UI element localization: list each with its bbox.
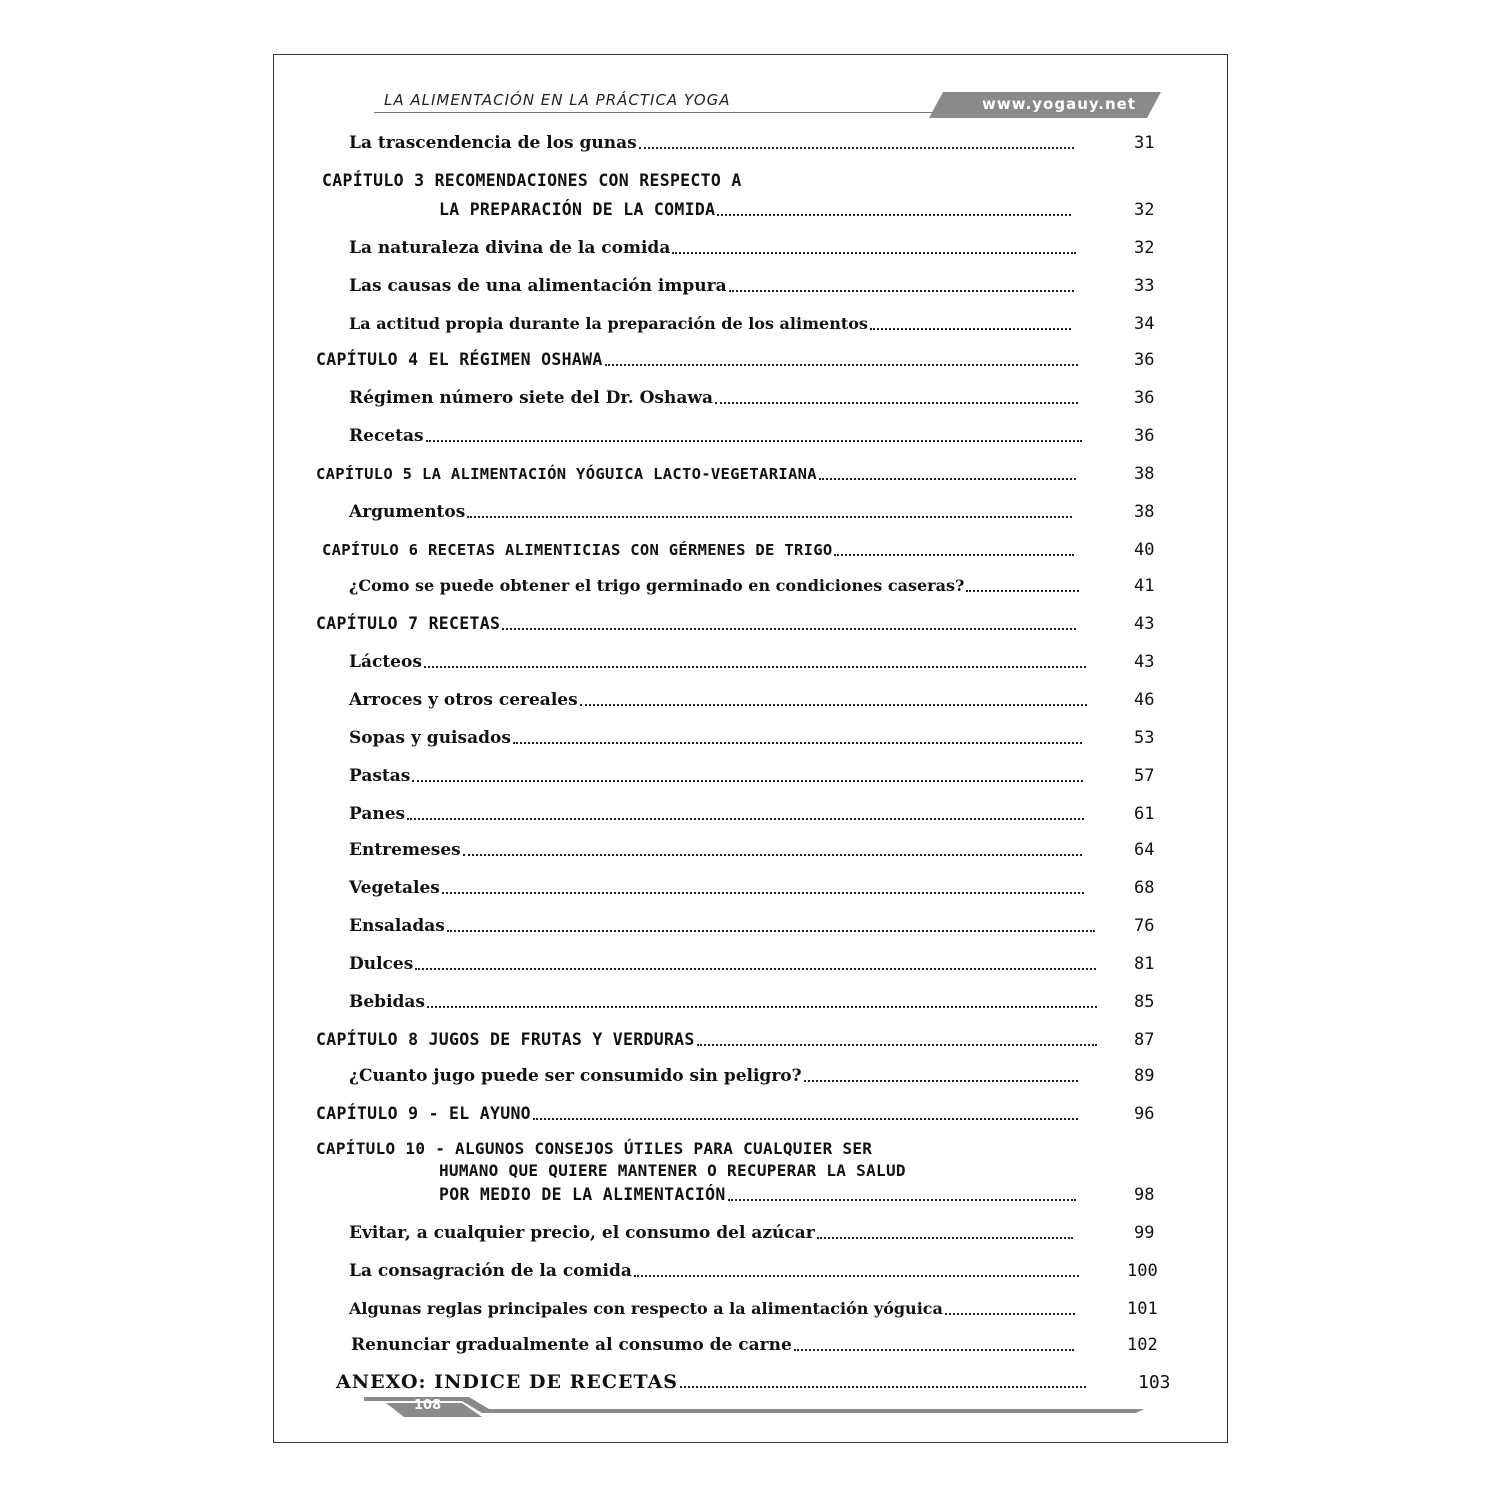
dot-leader	[605, 364, 1078, 366]
toc-entry[interactable]	[316, 1104, 1078, 1124]
toc-entry-text: La actitud propia durante la preparación de los alimentos	[349, 314, 868, 333]
toc-entry[interactable]	[349, 1066, 1078, 1086]
toc-entry[interactable]	[316, 1030, 1097, 1050]
toc-entry-text: CAPÍTULO 7 RECETAS	[316, 614, 501, 633]
dot-leader	[426, 440, 1082, 442]
toc-entry-text: Entremeses	[349, 840, 461, 860]
dot-leader	[966, 590, 1079, 592]
dot-leader	[634, 1275, 1079, 1277]
toc-entry[interactable]	[349, 804, 1084, 824]
toc-page-number: 43	[1134, 614, 1155, 634]
toc-entry-text: LA PREPARACIÓN DE LA COMIDA	[439, 200, 716, 219]
toc-page-number: 36	[1134, 426, 1155, 446]
toc-page-number: 41	[1134, 576, 1155, 596]
toc-entry[interactable]	[349, 954, 1096, 974]
footer-bar-shape	[364, 1395, 1144, 1425]
dot-leader	[580, 704, 1087, 706]
toc-page-number: 64	[1134, 840, 1155, 860]
toc-entry[interactable]	[349, 840, 1082, 860]
toc-entry[interactable]	[349, 690, 1087, 710]
dot-leader	[697, 1044, 1097, 1046]
toc-page-number: 33	[1134, 276, 1155, 296]
dot-leader	[415, 968, 1096, 970]
toc-entry[interactable]	[349, 576, 1079, 596]
toc-entry-text: Las causas de una alimentación impura	[349, 276, 727, 296]
toc-entry-text: CAPÍTULO 5 LA ALIMENTACIÓN YÓGUICA LACTO-VEGETARIANA	[316, 465, 817, 483]
dot-leader	[715, 402, 1078, 404]
toc-entry[interactable]	[349, 238, 1076, 258]
toc-entry-text: La consagración de la comida	[349, 1261, 632, 1281]
dot-leader	[794, 1349, 1074, 1351]
toc-page-number: 46	[1134, 690, 1155, 710]
toc-entry-text: Argumentos	[349, 502, 466, 522]
toc-entry-text: CAPÍTULO 8 JUGOS DE FRUTAS Y VERDURAS	[316, 1030, 695, 1049]
toc-page-number: 68	[1134, 878, 1155, 898]
toc-entry[interactable]	[349, 1299, 1075, 1319]
toc-entry[interactable]	[336, 1372, 1086, 1392]
toc-page-number: 36	[1134, 388, 1155, 408]
toc-entry-text: Evitar, a cualquier precio, el consumo del azúcar	[349, 1223, 815, 1243]
dot-leader	[513, 742, 1082, 744]
toc-page-number: 34	[1134, 314, 1155, 334]
dot-leader	[870, 328, 1071, 330]
dot-leader	[424, 666, 1086, 668]
toc-page-number: 81	[1134, 954, 1155, 974]
toc-page-number: 32	[1134, 200, 1155, 220]
toc-entry-text: Lácteos	[349, 652, 422, 672]
toc-page-number: 38	[1134, 502, 1155, 522]
toc-page-number: 101	[1127, 1299, 1158, 1319]
toc-entry[interactable]	[349, 276, 1074, 296]
toc-entry-text: La trascendencia de los gunas	[349, 133, 637, 153]
toc-page-number: 57	[1134, 766, 1155, 786]
toc-page-number: 96	[1134, 1104, 1155, 1124]
toc-entry[interactable]	[316, 464, 1076, 484]
toc-entry-text: CAPÍTULO 4 EL RÉGIMEN OSHAWA	[316, 350, 603, 369]
toc-page-number: 40	[1134, 540, 1155, 560]
page-number: 108	[414, 1398, 442, 1413]
toc-page-number: 85	[1134, 992, 1155, 1012]
toc-entry-text: Panes	[349, 804, 406, 824]
toc-entry-text: POR MEDIO DE LA ALIMENTACIÓN	[439, 1185, 726, 1204]
toc-entry-text: Régimen número siete del Dr. Oshawa	[349, 388, 713, 408]
toc-entry[interactable]	[349, 502, 1072, 522]
dot-leader	[463, 854, 1082, 856]
toc-entry[interactable]	[349, 426, 1082, 446]
toc-entry[interactable]	[351, 1335, 1074, 1355]
toc-entry[interactable]	[349, 652, 1086, 672]
dot-leader	[945, 1313, 1075, 1315]
toc-page-number: 103	[1138, 1372, 1171, 1393]
toc-entry[interactable]	[349, 314, 1071, 334]
toc-entry-text: La naturaleza divina de la comida	[349, 238, 671, 258]
toc-entry-text: Dulces	[349, 954, 414, 974]
toc-entry-text: Bebidas	[349, 992, 426, 1012]
toc-page-number: 53	[1134, 728, 1155, 748]
dot-leader	[817, 1237, 1073, 1239]
toc-page-number: 61	[1134, 804, 1155, 824]
footer-bar	[364, 1395, 1144, 1425]
dot-leader	[728, 1199, 1076, 1201]
toc-entry[interactable]	[349, 1261, 1079, 1281]
toc-entry-text: Ensaladas	[349, 916, 445, 936]
dot-leader	[467, 516, 1072, 518]
toc-entry[interactable]	[349, 133, 1074, 153]
toc-entry[interactable]	[349, 388, 1078, 408]
dot-leader	[819, 478, 1076, 480]
toc-page-number: 32	[1134, 238, 1155, 258]
toc-page-number: 38	[1134, 464, 1155, 484]
dot-leader	[533, 1118, 1078, 1120]
dot-leader	[447, 930, 1095, 932]
toc-entry[interactable]	[349, 878, 1084, 898]
book-title: LA ALIMENTACIÓN EN LA PRÁCTICA YOGA	[384, 91, 731, 109]
document-page	[273, 54, 1228, 1443]
toc-entry-text: Arroces y otros cereales	[349, 690, 578, 710]
dot-leader	[680, 1386, 1086, 1388]
toc-page-number: 36	[1134, 350, 1155, 370]
dot-leader	[442, 892, 1084, 894]
header-rule	[374, 112, 934, 113]
dot-leader	[804, 1080, 1078, 1082]
toc-entry[interactable]	[349, 728, 1082, 748]
toc-entry-text: Pastas	[349, 766, 411, 786]
toc-page-number: 89	[1134, 1066, 1155, 1086]
toc-page-number: 99	[1134, 1223, 1155, 1243]
toc-entry[interactable]	[316, 614, 1076, 634]
toc-page-number: 43	[1134, 652, 1155, 672]
toc-entry-text: ANEXO: INDICE DE RECETAS	[336, 1371, 679, 1393]
dot-leader	[834, 554, 1074, 556]
toc-entry-text: CAPÍTULO 9 - EL AYUNO	[316, 1104, 531, 1123]
toc-page-number: 87	[1134, 1030, 1155, 1050]
toc-entry-text: Vegetales	[349, 878, 440, 898]
toc-page-number: 100	[1127, 1261, 1158, 1281]
toc-page-number: 98	[1134, 1185, 1155, 1205]
dot-leader	[407, 818, 1084, 820]
toc-chapter-heading[interactable]: CAPÍTULO 3 RECOMENDACIONES CON RESPECTO A	[322, 171, 742, 190]
toc-entry[interactable]	[322, 540, 1074, 560]
dot-leader	[672, 252, 1076, 254]
site-url: www.yogauy.net	[981, 95, 1137, 113]
toc-entry[interactable]	[316, 350, 1078, 370]
toc-entry[interactable]	[349, 992, 1097, 1012]
toc-page-number: 76	[1134, 916, 1155, 936]
toc-entry[interactable]	[349, 916, 1095, 936]
toc-entry-text: Recetas	[349, 426, 424, 446]
toc-page-number: 102	[1127, 1335, 1158, 1355]
dot-leader	[729, 290, 1074, 292]
toc-page-number: 31	[1134, 133, 1155, 153]
dot-leader	[639, 147, 1074, 149]
toc-entry-text: CAPÍTULO 6 RECETAS ALIMENTICIAS CON GÉRMENES DE TRIGO	[322, 541, 833, 559]
toc-entry[interactable]	[349, 1223, 1073, 1243]
toc-entry-text: ¿Como se puede obtener el trigo germinado en condiciones caseras?	[349, 576, 965, 595]
toc-entry-text: Algunas reglas principales con respecto a la alimentación yóguica	[349, 1299, 943, 1318]
toc-entry[interactable]	[439, 200, 1071, 220]
dot-leader	[412, 780, 1083, 782]
dot-leader	[427, 1006, 1097, 1008]
toc-entry-text: ¿Cuanto jugo puede ser consumido sin peligro?	[349, 1066, 802, 1086]
toc-entry-text: Renunciar gradualmente al consumo de carne	[351, 1335, 792, 1355]
dot-leader	[717, 214, 1071, 216]
toc-chapter-heading[interactable]: CAPÍTULO 10 - ALGUNOS CONSEJOS ÚTILES PARA CUALQUIER SER	[316, 1139, 873, 1158]
toc-entry[interactable]	[439, 1185, 1076, 1205]
toc-chapter-heading[interactable]: HUMANO QUE QUIERE MANTENER O RECUPERAR LA SALUD	[439, 1161, 906, 1180]
toc-entry[interactable]	[349, 766, 1083, 786]
toc-entry-text: Sopas y guisados	[349, 728, 511, 748]
dot-leader	[502, 628, 1076, 630]
